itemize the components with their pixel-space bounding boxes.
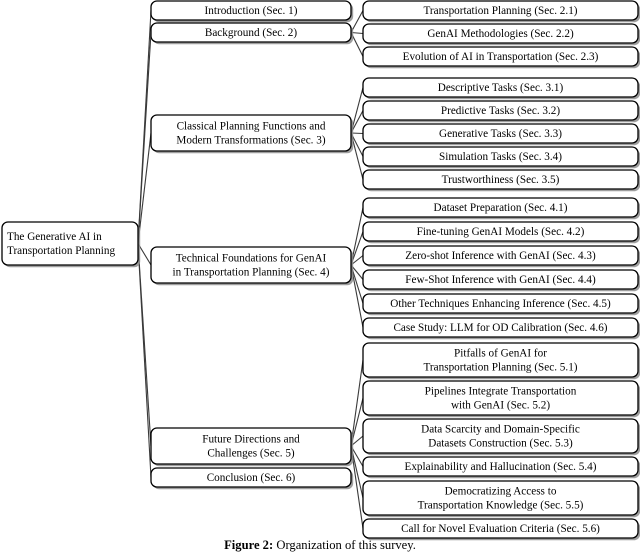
node-label: Fine-tuning GenAI Models (Sec. 4.2) [416,226,585,238]
node-label: Democratizing Access to [444,485,557,498]
node-label: Future Directions and [202,433,300,446]
node-label: Challenges (Sec. 5) [207,447,295,460]
node-label: Predictive Tasks (Sec. 3.2) [440,105,561,117]
node-label: The Generative AI in [7,230,102,243]
node-label: Datasets Construction (Sec. 5.3) [428,437,573,450]
node-case-study-llm-od-calibration[interactable] [363,318,640,339]
node-label: Case Study: LLM for OD Calibration (Sec. 4.6) [393,322,608,334]
node-conclusion[interactable] [151,468,353,489]
node-evolution-of-ai-in-transportation[interactable] [363,47,640,68]
root-node[interactable] [2,222,140,267]
node-technical-foundations[interactable] [151,247,353,285]
node-transportation-planning[interactable] [363,1,640,22]
node-few-shot-inference[interactable] [363,270,640,291]
node-genai-methodologies[interactable] [363,24,640,45]
node-label: Zero-shot Inference with GenAI (Sec. 4.3) [405,250,596,262]
node-dataset-preparation[interactable] [363,198,640,219]
node-label: Transportation Knowledge (Sec. 5.5) [417,499,584,512]
node-introduction[interactable] [151,1,353,22]
node-label: Other Techniques Enhancing Inference (Sec. 4.5) [390,298,611,310]
node-label: Pitfalls of GenAI for [454,347,547,360]
node-label: Transportation Planning (Sec. 5.1) [423,361,578,374]
node-descriptive-tasks[interactable] [363,78,640,99]
node-label: Technical Foundations for GenAI [175,252,327,265]
node-label: Dataset Preparation (Sec. 4.1) [433,202,568,214]
node-label: Few-Shot Inference with GenAI (Sec. 4.4) [405,274,596,286]
node-label: Explainability and Hallucination (Sec. 5.4) [404,461,597,473]
figure-caption-text: Organization of this survey. [276,538,416,552]
node-label: Trustworthiness (Sec. 3.5) [441,174,560,186]
figure-caption-label: Figure 2: [224,538,274,552]
node-label: in Transportation Planning (Sec. 4) [172,266,330,279]
node-fine-tuning-genai-models[interactable] [363,222,640,243]
node-label: Generative Tasks (Sec. 3.3) [439,128,562,140]
node-label: Introduction (Sec. 1) [204,5,298,17]
node-label: Data Scarcity and Domain-Specific [421,423,580,436]
node-label: Modern Transformations (Sec. 3) [176,134,326,147]
node-future-directions[interactable] [151,428,353,466]
node-generative-tasks[interactable] [363,124,640,145]
node-label: Call for Novel Evaluation Criteria (Sec. 5.6) [401,523,600,535]
node-democratizing-access[interactable] [363,481,640,517]
node-label: Simulation Tasks (Sec. 3.4) [439,151,562,163]
node-label: GenAI Methodologies (Sec. 2.2) [427,28,574,40]
node-pipelines-integrate-transportation[interactable] [363,381,640,417]
node-background[interactable] [151,23,353,44]
node-label: Descriptive Tasks (Sec. 3.1) [437,82,564,94]
node-label: Transportation Planning (Sec. 2.1) [423,5,578,17]
tree-edge [138,33,151,244]
node-label: Classical Planning Functions and [176,120,326,133]
node-simulation-tasks[interactable] [363,147,640,168]
node-classical-planning-functions[interactable] [151,115,353,153]
node-label: Conclusion (Sec. 6) [206,472,296,484]
figure-caption [0,538,640,553]
tree-edge [138,244,151,478]
node-pitfalls-of-genai[interactable] [363,343,640,379]
node-label: with GenAI (Sec. 5.2) [450,399,551,412]
node-outline [2,222,138,265]
node-zero-shot-inference[interactable] [363,246,640,267]
node-label: Pipelines Integrate Transportation [424,385,577,398]
node-label: Evolution of AI in Transportation (Sec. 2.3) [402,51,599,63]
node-trustworthiness[interactable] [363,170,640,191]
node-explainability-and-hallucination[interactable] [363,457,640,478]
node-label: Transportation Planning [7,245,116,258]
node-label: Background (Sec. 2) [204,27,298,39]
tree-edge [138,133,151,244]
node-other-techniques-enhancing-inference[interactable] [363,294,640,315]
node-predictive-tasks[interactable] [363,101,640,122]
node-data-scarcity-datasets-construction[interactable] [363,419,640,455]
nodes-layer [2,1,640,540]
